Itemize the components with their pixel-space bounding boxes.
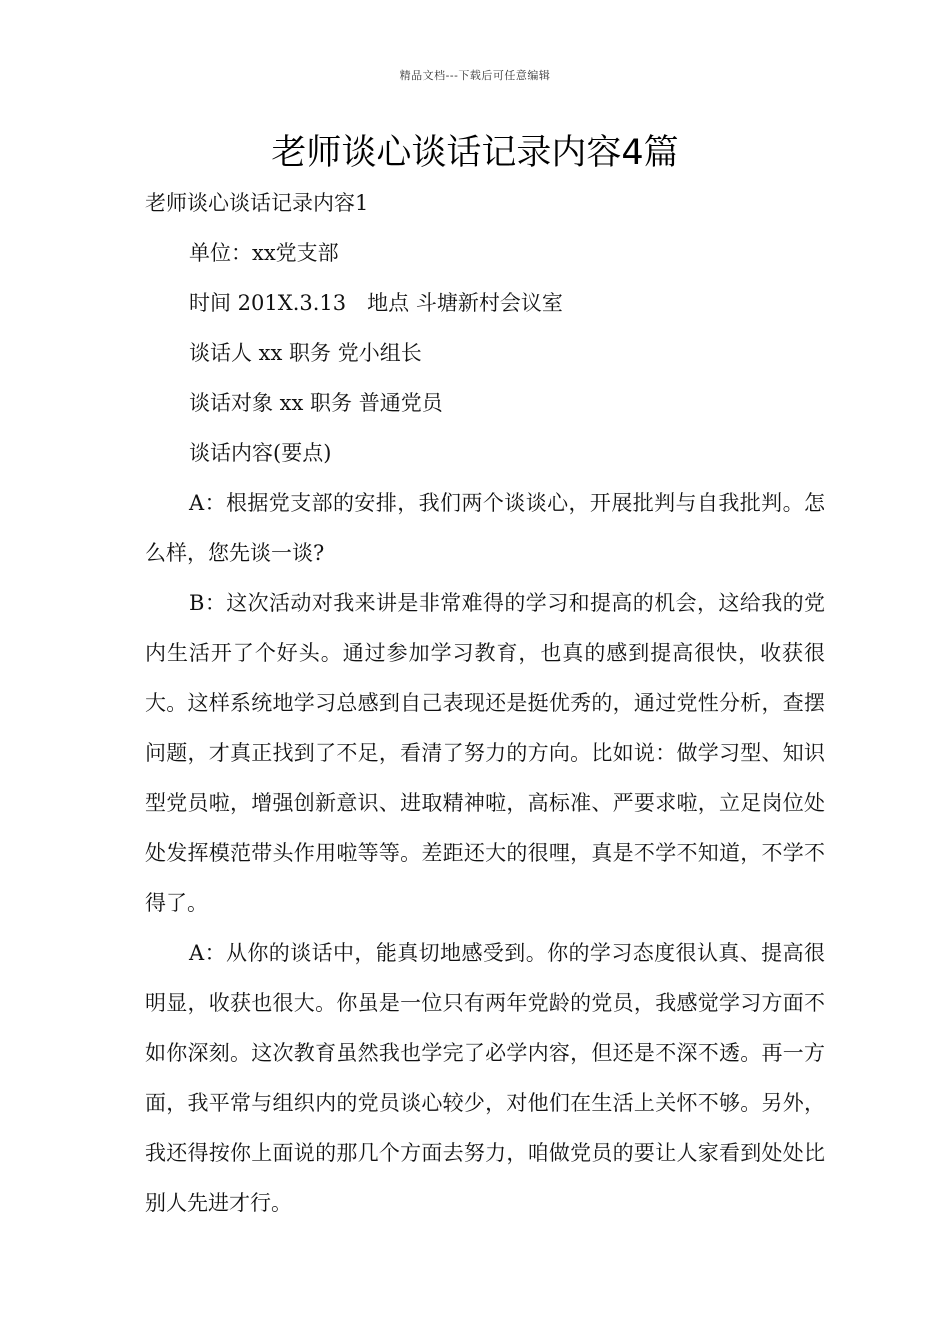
paragraph: A：根据党支部的安排，我们两个谈谈心，开展批判与自我批判。怎么样，您先谈一谈? — [145, 491, 825, 565]
section-title: 老师谈心谈话记录内容1 — [145, 191, 369, 215]
paragraph: A：从你的谈话中，能真切地感受到。你的学习态度很认真、提高很明显，收获也很大。你虽是一位只有两年党龄的党员，我感觉学习方面不如你深刻。这次教育虽然我也学完了必学内容，但还是不深不透。再一方面，我平常与组织内的党员谈心较少，对他们在生活上关怀不够。另外，我还得按你上面说的那几个方面去努力，咱做党员的要让人家看到处处比别人先进才行。 — [145, 941, 825, 1215]
document-body — [145, 178, 825, 1228]
info-time-place: 时间 201X.3.13 地点 斗塘新村会议室 — [189, 291, 563, 315]
info-content-label: 谈话内容(要点) — [189, 441, 332, 465]
info-unit: 单位：xx党支部 — [189, 241, 339, 265]
paragraph: B：这次活动对我来讲是非常难得的学习和提高的机会，这给我的党内生活开了个好头。通过参加学习教育，也真的感到提高很快，收获很大。这样系统地学习总感到自己表现还是挺优秀的，通过党性分析，查摆问题，才真正找到了不足，看清了努力的方向。比如说：做学习型、知识型党员啦，增强创新意识、进取精神啦，高标准、严要求啦，立足岗位处处发挥模范带头作用啦等等。差距还大的很哩，真是不学不知道，不学不得了。 — [145, 591, 825, 915]
document-title: 老师谈心谈话记录内容4篇 — [271, 133, 679, 173]
header-note: 精品文档---下载后可任意编辑 — [399, 69, 551, 82]
info-target: 谈话对象 xx 职务 普通党员 — [189, 391, 443, 415]
info-speaker: 谈话人 xx 职务 党小组长 — [189, 341, 422, 365]
